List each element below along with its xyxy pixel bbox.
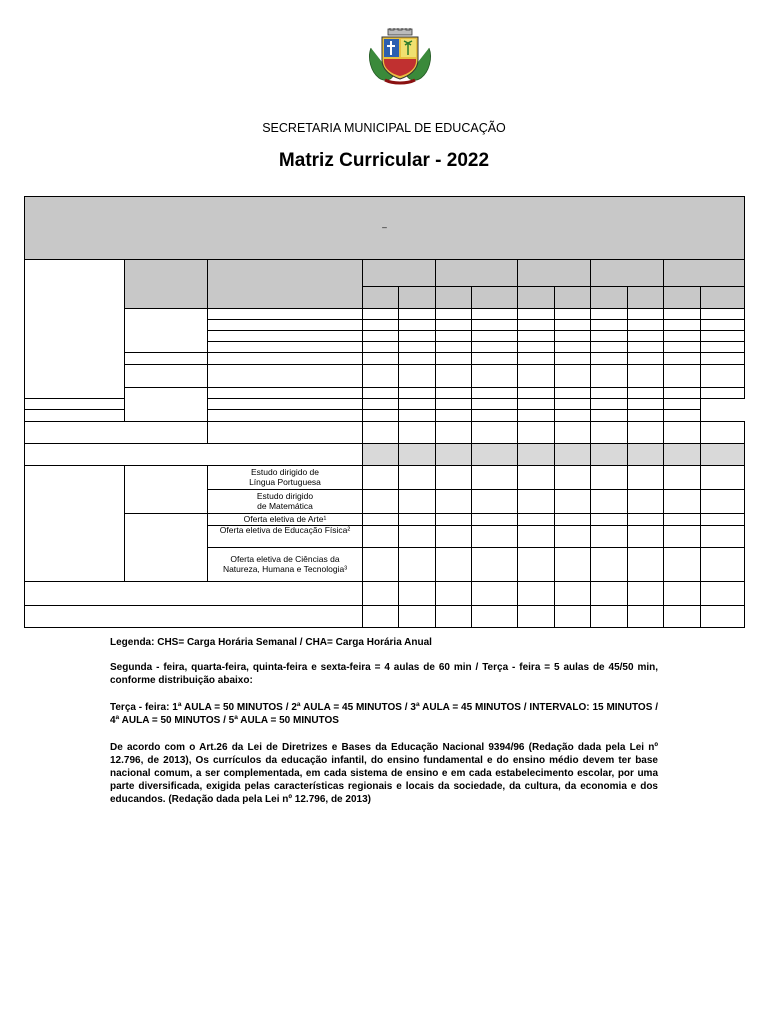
component-cell xyxy=(125,365,208,388)
year-header xyxy=(591,260,664,287)
component-header xyxy=(125,260,208,309)
total-diversified-label xyxy=(25,582,363,606)
component-cell xyxy=(125,514,208,582)
component-cell xyxy=(125,309,208,353)
subject-estudo-matematica: Estudo dirigido de Matemática xyxy=(208,490,363,514)
diversified-area-cell xyxy=(25,466,125,582)
year-header xyxy=(436,260,518,287)
total-label-cell xyxy=(25,444,363,466)
chs-header xyxy=(591,287,628,309)
subject-header xyxy=(208,260,363,309)
cha-header xyxy=(628,287,664,309)
subject-eletiva-ciencias: Oferta eletiva de Ciências da Natureza, Humana e Tecnologia³ xyxy=(208,548,363,582)
table-row xyxy=(25,582,745,606)
curriculum-matrix-table xyxy=(24,196,745,628)
area-cell xyxy=(25,260,125,399)
schedule-text: Segunda - feira, quarta-feira, quinta-feira e sexta-feira = 4 aulas de 60 min / Terça - feira = 5 aulas de 45/50 min, conforme distribuição abaixo: xyxy=(110,662,658,686)
chs-header xyxy=(518,287,555,309)
table-row xyxy=(25,388,745,399)
component-cell xyxy=(125,353,208,365)
page-title: Matriz Curricular - 2022 xyxy=(278,150,490,171)
table-row xyxy=(25,606,745,628)
cha-header xyxy=(555,287,591,309)
table-total-row xyxy=(25,444,745,466)
subject-estudo-portugues: Estudo dirigido de Língua Portuguesa xyxy=(208,466,363,490)
cha-header xyxy=(472,287,518,309)
chs-header xyxy=(436,287,472,309)
chs-header xyxy=(664,287,701,309)
legend-text: Legenda: CHS= Carga Horária Semanal / CHA= Carga Horária Anual xyxy=(110,637,432,648)
table-row xyxy=(25,514,745,526)
table-row xyxy=(25,309,745,320)
table-header-row xyxy=(25,260,745,287)
chs-header xyxy=(363,287,399,309)
component-cell xyxy=(125,388,208,422)
department-name: SECRETARIA MUNICIPAL DE EDUCAÇÃO xyxy=(262,121,506,135)
grand-total-label xyxy=(25,606,363,628)
law-reference-text: De acordo com o Art.26 da Lei de Diretrizes e Bases da Educação Nacional 9394/96 (Redação dada pela Lei nº 12.796, de 2013), Os currículos da educação infantil, do ensino fundamental e do ensino médio devem ter base nacional comum, a ser complementada, em cada sistema de ensino e em cada estabelecimento escolar, por uma parte diversificada, exigida pelas características regionais e locais da sociedade, da cultura, da economia e dos educandos. (Redação dada pela Lei nº 12.796, de 2013) xyxy=(110,742,658,805)
cha-header xyxy=(399,287,436,309)
year-header xyxy=(664,260,745,287)
tuesday-schedule-text: Terça - feira: 1ª AULA = 50 MINUTOS / 2ª AULA = 45 MINUTOS / 3ª AULA = 45 MINUTOS / INTERVALO: 15 MINUTOS / 4ª AULA = 50 MINUTOS / 5ª AULA = 50 MINUTOS xyxy=(110,702,658,726)
subtotal-label-cell xyxy=(25,422,208,444)
year-header xyxy=(518,260,591,287)
table-row xyxy=(25,466,745,490)
municipal-coat-of-arms-icon xyxy=(367,28,433,86)
subject-eletiva-arte: Oferta eletiva de Arte¹ xyxy=(208,514,363,526)
table-row xyxy=(25,422,745,444)
table-row xyxy=(25,365,745,388)
notes-section xyxy=(110,636,658,820)
table-banner: – xyxy=(25,197,745,260)
year-header xyxy=(363,260,436,287)
table-row xyxy=(25,353,745,365)
subject-eletiva-educacao-fisica: Oferta eletiva de Educação Física² xyxy=(208,526,363,548)
component-cell xyxy=(125,466,208,514)
cha-header xyxy=(701,287,745,309)
table-banner-row xyxy=(25,197,745,260)
